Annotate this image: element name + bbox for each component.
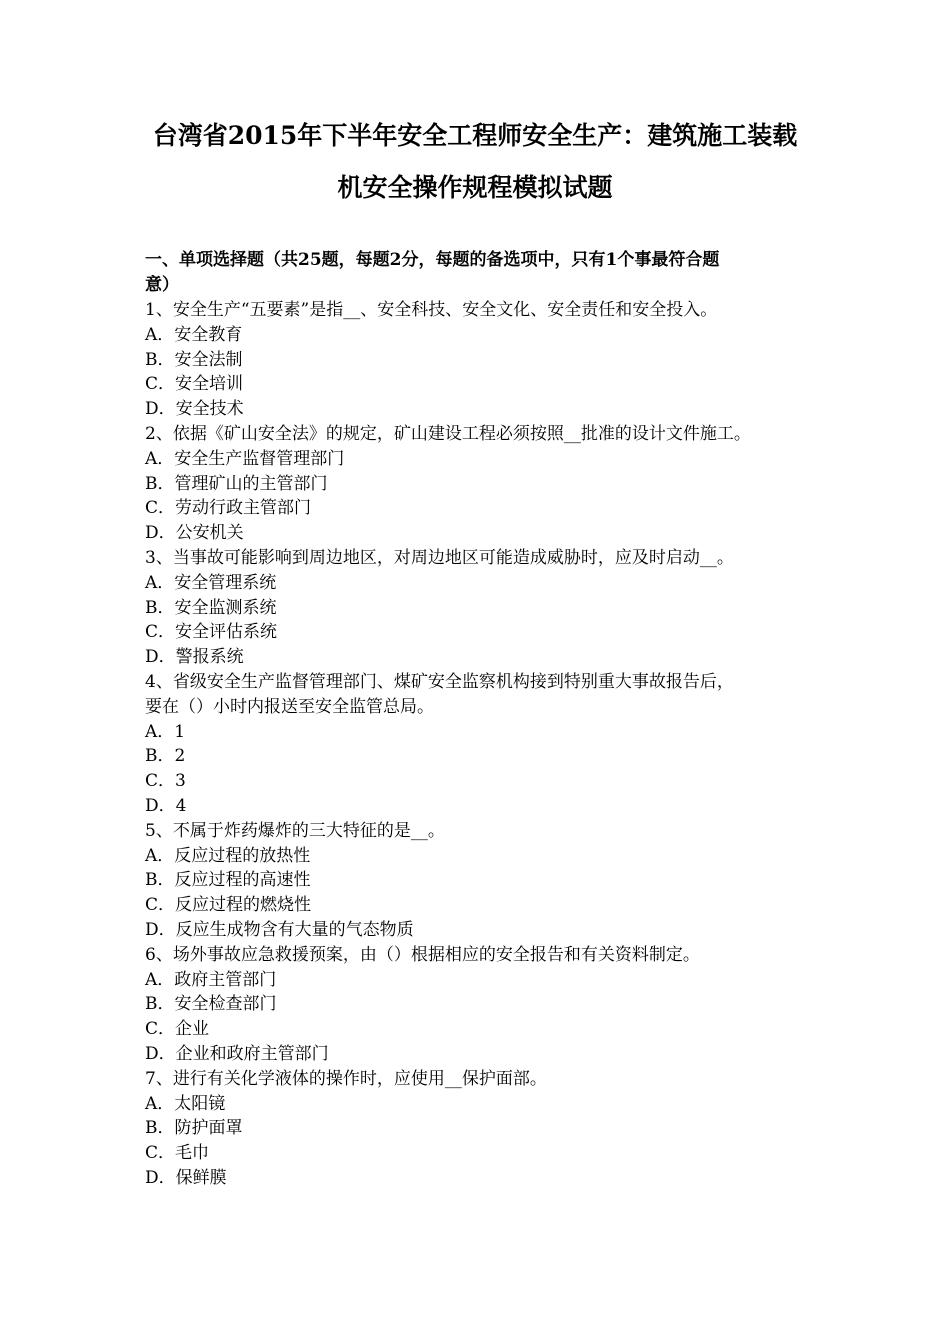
question-stem: 5、不属于炸药爆炸的三大特征的是__。 xyxy=(145,820,445,841)
question-stem: 3、当事故可能影响到周边地区，对周边地区可能造成威胁时，应及时启动__。 xyxy=(145,547,734,568)
section-heading-line-2: 意） xyxy=(145,275,179,295)
question-stem: 1、安全生产“五要素”是指__、安全科技、安全文化、安全责任和安全投入。 xyxy=(145,300,718,320)
answer-option: B．管理矿山的主管部门 xyxy=(145,473,328,494)
answer-option: B．2 xyxy=(145,746,186,767)
answer-option: B．安全检查部门 xyxy=(145,994,277,1015)
question-item xyxy=(145,670,810,819)
question-stem: 2、依据《矿山安全法》的规定，矿山建设工程必须按照__批准的设计文件施工。 xyxy=(145,423,751,444)
answer-option: C．3 xyxy=(145,771,186,792)
answer-option: D．警报系统 xyxy=(145,647,244,668)
question-stem: 7、进行有关化学液体的操作时，应使用__保护面部。 xyxy=(145,1068,547,1089)
answer-option: B．反应过程的高速性 xyxy=(145,870,311,891)
question-item xyxy=(145,943,810,1067)
answer-option: A．反应过程的放热性 xyxy=(145,845,311,866)
answer-option: B．安全法制 xyxy=(145,349,243,370)
answer-option: C．安全培训 xyxy=(145,374,244,395)
answer-option: A．安全管理系统 xyxy=(145,572,277,593)
answer-option: A．太阳镜 xyxy=(145,1093,226,1114)
answer-option: D．企业和政府主管部门 xyxy=(145,1043,329,1064)
answer-option: B．安全监测系统 xyxy=(145,597,277,618)
answer-option: D．4 xyxy=(145,795,187,816)
question-item xyxy=(145,546,810,670)
answer-option: A．安全教育 xyxy=(145,324,243,345)
answer-option: C．毛巾 xyxy=(145,1143,210,1164)
answer-option: B．防护面罩 xyxy=(145,1118,243,1139)
answer-option: A．安全生产监督管理部门 xyxy=(145,448,345,469)
answer-option: A．政府主管部门 xyxy=(145,969,277,990)
question-item xyxy=(145,1067,810,1191)
answer-option: D．反应生成物含有大量的气态物质 xyxy=(145,919,414,940)
answer-option: C．劳动行政主管部门 xyxy=(145,498,312,519)
answer-option: C．企业 xyxy=(145,1019,210,1040)
document-title-line-1: 台湾省2015年下半年安全工程师安全生产：建筑施工装载 xyxy=(152,121,798,150)
question-stem: 6、场外事故应急救援预案，由（）根据相应的安全报告和有关资料制定。 xyxy=(145,944,700,965)
question-item xyxy=(145,298,810,422)
section-heading xyxy=(145,248,810,298)
answer-option: D．保鲜膜 xyxy=(145,1167,227,1188)
section-heading-line-1: 一、单项选择题（共25题，每题2分，每题的备选项中，只有1个事最符合题 xyxy=(145,250,720,270)
question-item xyxy=(145,422,810,546)
answer-option: A．1 xyxy=(145,721,186,742)
question-item xyxy=(145,819,810,943)
answer-option: C．安全评估系统 xyxy=(145,622,278,643)
document-title-line-2: 机安全操作规程模拟试题 xyxy=(337,173,613,202)
answer-option: D．安全技术 xyxy=(145,399,244,420)
answer-option: D．公安机关 xyxy=(145,523,244,544)
question-stem: 4、省级安全生产监督管理部门、煤矿安全监察机构接到特别重大事故报告后， xyxy=(145,671,734,692)
question-stem: 要在（）小时内报送至安全监管总局。 xyxy=(145,696,434,717)
answer-option: C．反应过程的燃烧性 xyxy=(145,895,312,916)
question-list xyxy=(145,298,810,1191)
